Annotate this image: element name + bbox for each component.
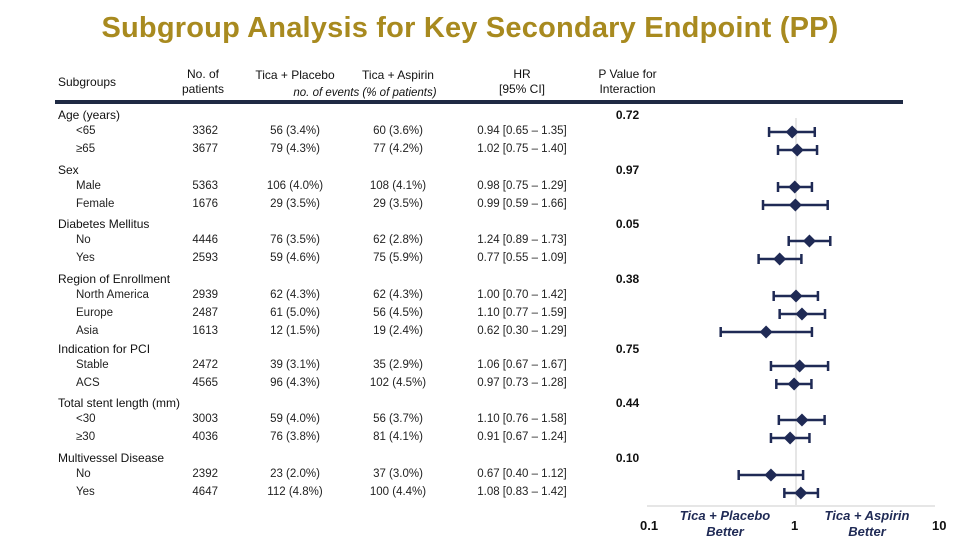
interaction-p-value: 0.44: [615, 396, 640, 410]
forest-point: [739, 469, 803, 482]
row-n-patients: 3362: [192, 125, 218, 137]
row-aspirin-events: 62 (4.3%): [373, 289, 423, 301]
row-hr-ci: 0.91 [0.67 – 1.24]: [477, 431, 567, 443]
forest-point: [771, 360, 828, 373]
row-hr-ci: 1.24 [0.89 – 1.73]: [477, 234, 567, 246]
hr-diamond: [788, 181, 801, 194]
row-placebo-events: 59 (4.6%): [270, 252, 320, 264]
row-label: ≥30: [76, 431, 96, 443]
row-aspirin-events: 81 (4.1%): [373, 431, 423, 443]
hr-diamond: [803, 235, 816, 248]
row-label: Yes: [76, 486, 95, 498]
forest-point: [769, 126, 815, 139]
row-label: North America: [76, 289, 149, 301]
row-placebo-events: 23 (2.0%): [270, 468, 320, 480]
group-name: Region of Enrollment: [58, 272, 171, 286]
forest-point: [778, 181, 812, 194]
row-placebo-events: 39 (3.1%): [270, 359, 320, 371]
row-aspirin-events: 100 (4.4%): [369, 486, 427, 498]
group-name: Indication for PCI: [58, 342, 151, 356]
interaction-p-value: 0.38: [615, 272, 640, 286]
header-subgroups: Subgroups: [58, 75, 117, 89]
group-name: Total stent length (mm): [58, 396, 181, 410]
row-aspirin-events: 62 (2.8%): [373, 234, 423, 246]
row-hr-ci: 1.08 [0.83 – 1.42]: [477, 486, 567, 498]
header-n-line2: patients: [181, 82, 225, 96]
hr-diamond: [791, 144, 804, 157]
interaction-p-value: 0.75: [615, 342, 640, 356]
header-n-line1: No. of: [186, 67, 219, 81]
hr-diamond: [764, 469, 777, 482]
hr-diamond: [760, 326, 773, 339]
forest-point: [763, 199, 828, 212]
row-aspirin-events: 56 (4.5%): [373, 307, 423, 319]
row-hr-ci: 0.98 [0.75 – 1.29]: [477, 180, 567, 192]
row-label: Yes: [76, 252, 95, 264]
row-label: Stable: [76, 359, 109, 371]
row-placebo-events: 29 (3.5%): [270, 198, 320, 210]
forest-point: [771, 432, 809, 445]
forest-point: [784, 487, 818, 500]
group-name: Diabetes Mellitus: [58, 217, 150, 231]
forest-point: [780, 308, 825, 321]
interaction-p-value: 0.72: [615, 108, 640, 122]
hr-diamond: [773, 253, 786, 266]
placebo-better-label: [670, 508, 780, 540]
row-hr-ci: 1.06 [0.67 – 1.67]: [477, 359, 567, 371]
group-name: Multivessel Disease: [58, 451, 165, 465]
header-p-line1: P Value for: [598, 67, 657, 81]
row-aspirin-events: 19 (2.4%): [373, 325, 423, 337]
hr-diamond: [788, 378, 801, 391]
row-aspirin-events: 60 (3.6%): [373, 125, 423, 137]
row-aspirin-events: 35 (2.9%): [373, 359, 423, 371]
row-hr-ci: 0.67 [0.40 – 1.12]: [477, 468, 567, 480]
tick-label-1: 1: [791, 518, 799, 533]
row-n-patients: 1613: [192, 325, 218, 337]
placebo-better-line1: Tica + Placebo: [679, 508, 771, 523]
row-n-patients: 1676: [192, 198, 218, 210]
header-events-note: no. of events (% of patients): [293, 87, 437, 99]
row-aspirin-events: 108 (4.1%): [369, 180, 427, 192]
header-aspirin: Tica + Aspirin: [362, 68, 434, 82]
forest-point: [721, 326, 812, 339]
row-n-patients: 2487: [192, 307, 218, 319]
hr-diamond: [790, 290, 803, 303]
row-placebo-events: 96 (4.3%): [270, 377, 320, 389]
row-hr-ci: 0.99 [0.59 – 1.66]: [477, 198, 567, 210]
row-label: <30: [76, 413, 96, 425]
row-n-patients: 3677: [192, 143, 218, 155]
row-n-patients: 4647: [192, 486, 218, 498]
row-aspirin-events: 77 (4.2%): [373, 143, 423, 155]
group-name: Age (years): [58, 108, 121, 122]
group-name: Sex: [58, 163, 79, 177]
row-hr-ci: 1.02 [0.75 – 1.40]: [477, 143, 567, 155]
row-n-patients: 2392: [192, 468, 218, 480]
row-label: No: [76, 468, 91, 480]
row-placebo-events: 79 (4.3%): [270, 143, 320, 155]
hr-diamond: [795, 414, 808, 427]
forest-point: [789, 235, 831, 248]
row-aspirin-events: 37 (3.0%): [373, 468, 423, 480]
header-placebo: Tica + Placebo: [255, 68, 335, 82]
row-n-patients: 3003: [192, 413, 218, 425]
chart-title: Subgroup Analysis for Key Secondary Endpoint (PP): [101, 12, 839, 44]
row-n-patients: 4446: [192, 234, 218, 246]
row-aspirin-events: 75 (5.9%): [373, 252, 423, 264]
row-aspirin-events: 29 (3.5%): [373, 198, 423, 210]
row-hr-ci: 0.97 [0.73 – 1.28]: [477, 377, 567, 389]
hr-diamond: [793, 360, 806, 373]
tick-label-0.1: 0.1: [640, 518, 659, 533]
row-placebo-events: 59 (4.0%): [270, 413, 320, 425]
row-hr-ci: 0.62 [0.30 – 1.29]: [477, 325, 567, 337]
row-placebo-events: 61 (5.0%): [270, 307, 320, 319]
row-placebo-events: 56 (3.4%): [270, 125, 320, 137]
interaction-p-value: 0.10: [615, 451, 640, 465]
row-placebo-events: 76 (3.5%): [270, 234, 320, 246]
row-placebo-events: 12 (1.5%): [270, 325, 320, 337]
hr-diamond: [786, 126, 799, 139]
row-placebo-events: 112 (4.8%): [267, 486, 323, 498]
row-n-patients: 4036: [192, 431, 218, 443]
row-n-patients: 5363: [192, 180, 218, 192]
hr-diamond: [789, 199, 802, 212]
forest-point: [774, 290, 818, 303]
row-n-patients: 2939: [192, 289, 218, 301]
row-label: <65: [76, 125, 96, 137]
hr-diamond: [795, 308, 808, 321]
header-p-line2: Interaction: [599, 82, 656, 96]
row-label: Female: [76, 198, 115, 210]
aspirin-better-line2: Better: [848, 524, 886, 539]
row-label: ≥65: [76, 143, 96, 155]
row-label: ACS: [76, 377, 100, 389]
aspirin-better-label: [812, 508, 922, 540]
row-n-patients: 2593: [192, 252, 218, 264]
row-label: Male: [76, 180, 101, 192]
row-placebo-events: 106 (4.0%): [266, 180, 324, 192]
row-hr-ci: 1.10 [0.76 – 1.58]: [477, 413, 567, 425]
row-placebo-events: 76 (3.8%): [270, 431, 320, 443]
header-hr-line2: [95% CI]: [498, 82, 546, 96]
interaction-p-value: 0.97: [615, 163, 640, 177]
tick-label-10: 10: [932, 518, 947, 533]
row-hr-ci: 1.00 [0.70 – 1.42]: [477, 289, 567, 301]
forest-point: [779, 414, 825, 427]
forest-point: [778, 144, 817, 157]
placebo-better-line2: Better: [706, 524, 744, 539]
interaction-p-value: 0.05: [615, 217, 640, 231]
row-n-patients: 4565: [192, 377, 218, 389]
row-aspirin-events: 102 (4.5%): [369, 377, 427, 389]
header-hr-line1: HR: [513, 67, 531, 81]
row-hr-ci: 0.77 [0.55 – 1.09]: [477, 252, 567, 264]
hr-diamond: [784, 432, 797, 445]
forest-point: [759, 253, 802, 266]
row-label: Asia: [76, 325, 99, 337]
row-n-patients: 2472: [192, 359, 218, 371]
row-label: Europe: [76, 307, 114, 319]
row-aspirin-events: 56 (3.7%): [373, 413, 423, 425]
aspirin-better-line1: Tica + Aspirin: [824, 508, 910, 523]
row-placebo-events: 62 (4.3%): [270, 289, 320, 301]
row-hr-ci: 0.94 [0.65 – 1.35]: [477, 125, 567, 137]
row-label: No: [76, 234, 91, 246]
row-hr-ci: 1.10 [0.77 – 1.59]: [477, 307, 567, 319]
forest-point: [776, 378, 811, 391]
